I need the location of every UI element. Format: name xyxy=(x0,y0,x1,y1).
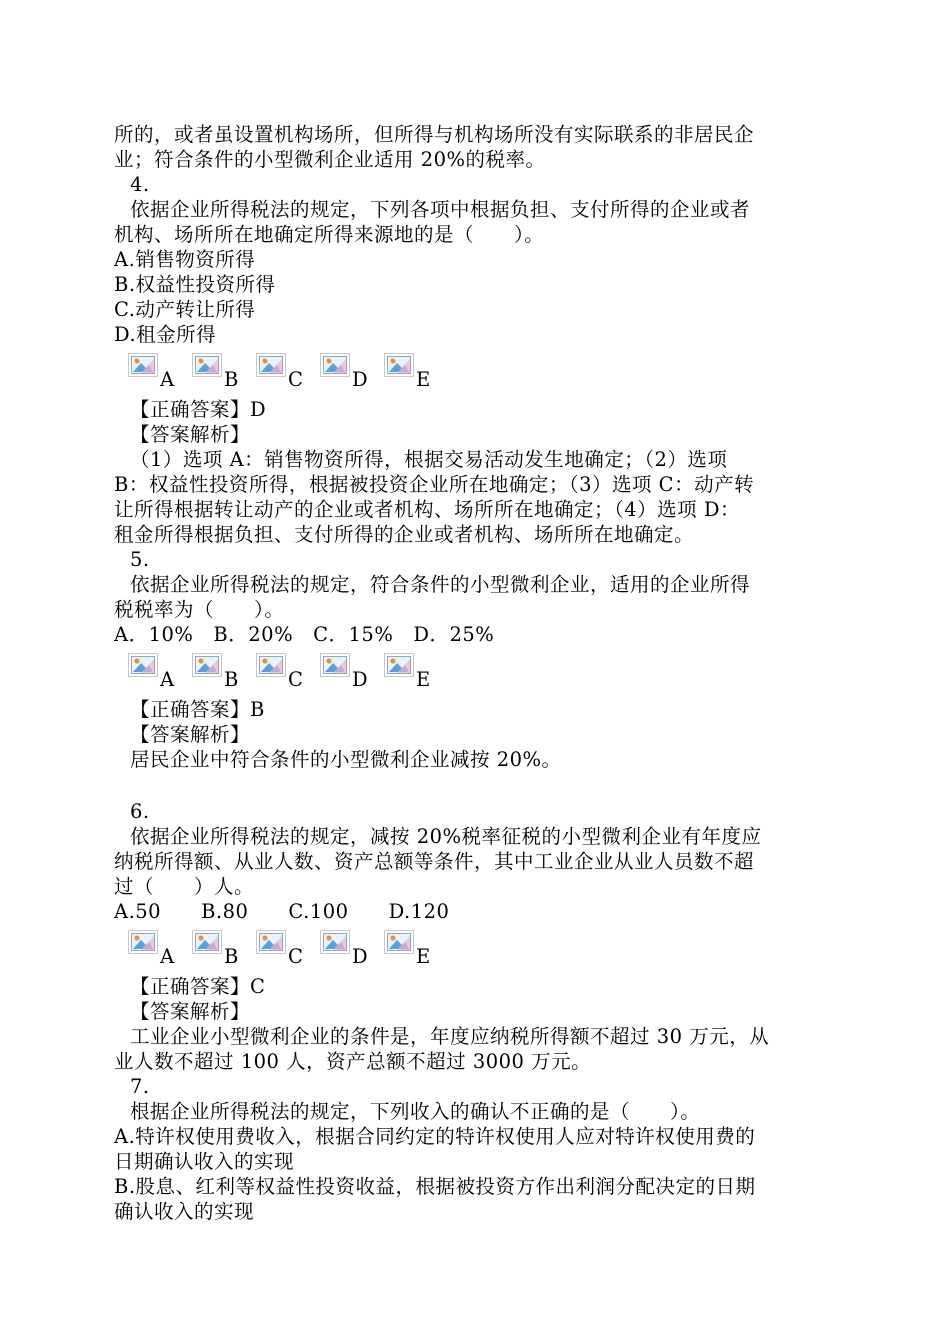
text-line: 【答案解析】 xyxy=(130,723,251,746)
broken-image-icon xyxy=(256,653,286,677)
answer-option[interactable] xyxy=(384,353,438,391)
broken-image-icon xyxy=(192,353,222,377)
text-line: D.租金所得 xyxy=(114,323,217,346)
text-line: B.股息、红利等权益性投资收益，根据被投资方作出利润分配决定的日期 xyxy=(114,1175,756,1198)
option-label: D xyxy=(352,668,368,691)
text-line: 居民企业中符合条件的小型微利企业减按 20%。 xyxy=(130,748,562,771)
text-line: A.特许权使用费收入，根据合同约定的特许权使用人应对特许权使用费的 xyxy=(114,1125,756,1148)
broken-image-icon xyxy=(256,930,286,954)
option-label: A xyxy=(160,945,175,968)
text-line: 工业企业小型微利企业的条件是，年度应纳税所得额不超过 30 万元，从 xyxy=(130,1025,770,1048)
document-page xyxy=(114,122,834,1224)
answer-option[interactable] xyxy=(320,930,374,968)
text-line: C.动产转让所得 xyxy=(114,298,256,321)
option-label: D xyxy=(352,368,368,391)
broken-image-icon xyxy=(384,653,414,677)
option-label: C xyxy=(288,668,303,691)
answer-option[interactable] xyxy=(256,353,310,391)
broken-image-icon xyxy=(192,930,222,954)
answer-option[interactable] xyxy=(320,353,374,391)
text-line: 纳税所得额、从业人数、资产总额等条件，其中工业企业从业人员数不超 xyxy=(114,850,755,873)
option-label: E xyxy=(416,945,431,968)
text-line: （1）选项 A：销售物资所得，根据交易活动发生地确定；（2）选项 xyxy=(130,448,728,471)
text-line: 根据企业所得税法的规定，下列收入的确认不正确的是（ ）。 xyxy=(130,1100,701,1123)
text-line: 过（ ）人。 xyxy=(114,875,255,898)
answer-option[interactable] xyxy=(384,653,438,691)
broken-image-icon xyxy=(192,653,222,677)
answer-option[interactable] xyxy=(320,653,374,691)
option-label: A xyxy=(160,368,175,391)
text-line: 【正确答案】B xyxy=(130,698,265,721)
broken-image-icon xyxy=(128,930,158,954)
text-line: 【正确答案】D xyxy=(130,398,267,421)
broken-image-icon xyxy=(320,930,350,954)
answer-option[interactable] xyxy=(256,653,310,691)
answer-option[interactable] xyxy=(192,653,246,691)
text-line: 4. xyxy=(130,173,150,196)
text-line: B.权益性投资所得 xyxy=(114,273,276,296)
broken-image-icon xyxy=(320,353,350,377)
option-label: B xyxy=(224,368,239,391)
option-label: D xyxy=(352,945,368,968)
text-line: 【答案解析】 xyxy=(130,1000,251,1023)
answer-options-row xyxy=(114,649,834,691)
option-label: A xyxy=(160,668,175,691)
answer-options-row xyxy=(114,926,834,968)
answer-options-row xyxy=(114,349,834,391)
text-line: 6. xyxy=(130,800,150,823)
text-line: 7. xyxy=(130,1075,150,1098)
option-label: B xyxy=(224,668,239,691)
text-line: 【答案解析】 xyxy=(130,423,251,446)
text-line: B：权益性投资所得，根据被投资企业所在地确定；（3）选项 C：动产转 xyxy=(114,473,755,496)
text-line: 让所得根据转让动产的企业或者机构、场所所在地确定；（4）选项 D： xyxy=(114,498,740,521)
answer-option[interactable] xyxy=(128,653,182,691)
answer-option[interactable] xyxy=(192,930,246,968)
text-line: 确认收入的实现 xyxy=(114,1200,255,1223)
option-label: C xyxy=(288,368,303,391)
text-line: 依据企业所得税法的规定，符合条件的小型微利企业，适用的企业所得 xyxy=(130,573,751,596)
broken-image-icon xyxy=(320,653,350,677)
broken-image-icon xyxy=(128,653,158,677)
option-label: E xyxy=(416,668,431,691)
text-line: 业人数不超过 100 人，资产总额不超过 3000 万元。 xyxy=(114,1050,592,1073)
broken-image-icon xyxy=(384,353,414,377)
option-label: C xyxy=(288,945,303,968)
text-line: 5. xyxy=(130,548,150,571)
text-line: A.50 B.80 C.100 D.120 xyxy=(114,900,450,923)
answer-option[interactable] xyxy=(256,930,310,968)
text-line: 所的，或者虽设置机构场所，但所得与机构场所没有实际联系的非居民企 xyxy=(114,123,755,146)
answer-option[interactable] xyxy=(192,353,246,391)
text-line: 日期确认收入的实现 xyxy=(114,1150,295,1173)
answer-option[interactable] xyxy=(128,930,182,968)
answer-option[interactable] xyxy=(128,353,182,391)
text-line: A．10% B．20% C．15% D．25% xyxy=(114,623,495,646)
text-line: 业；符合条件的小型微利企业适用 20%的税率。 xyxy=(114,148,546,171)
text-line: 机构、场所所在地确定所得来源地的是（ ）。 xyxy=(114,223,545,246)
option-label: B xyxy=(224,945,239,968)
text-line: 租金所得根据负担、支付所得的企业或者机构、场所所在地确定。 xyxy=(114,523,695,546)
text-line: 税税率为（ ）。 xyxy=(114,598,285,621)
option-label: E xyxy=(416,368,431,391)
text-line: 【正确答案】C xyxy=(130,975,266,998)
spacer xyxy=(114,772,834,799)
broken-image-icon xyxy=(128,353,158,377)
broken-image-icon xyxy=(256,353,286,377)
text-line: 依据企业所得税法的规定，下列各项中根据负担、支付所得的企业或者 xyxy=(130,198,751,221)
answer-option[interactable] xyxy=(384,930,438,968)
broken-image-icon xyxy=(384,930,414,954)
text-line: A.销售物资所得 xyxy=(114,248,256,271)
text-line: 依据企业所得税法的规定，减按 20%税率征税的小型微利企业有年度应 xyxy=(130,825,762,848)
